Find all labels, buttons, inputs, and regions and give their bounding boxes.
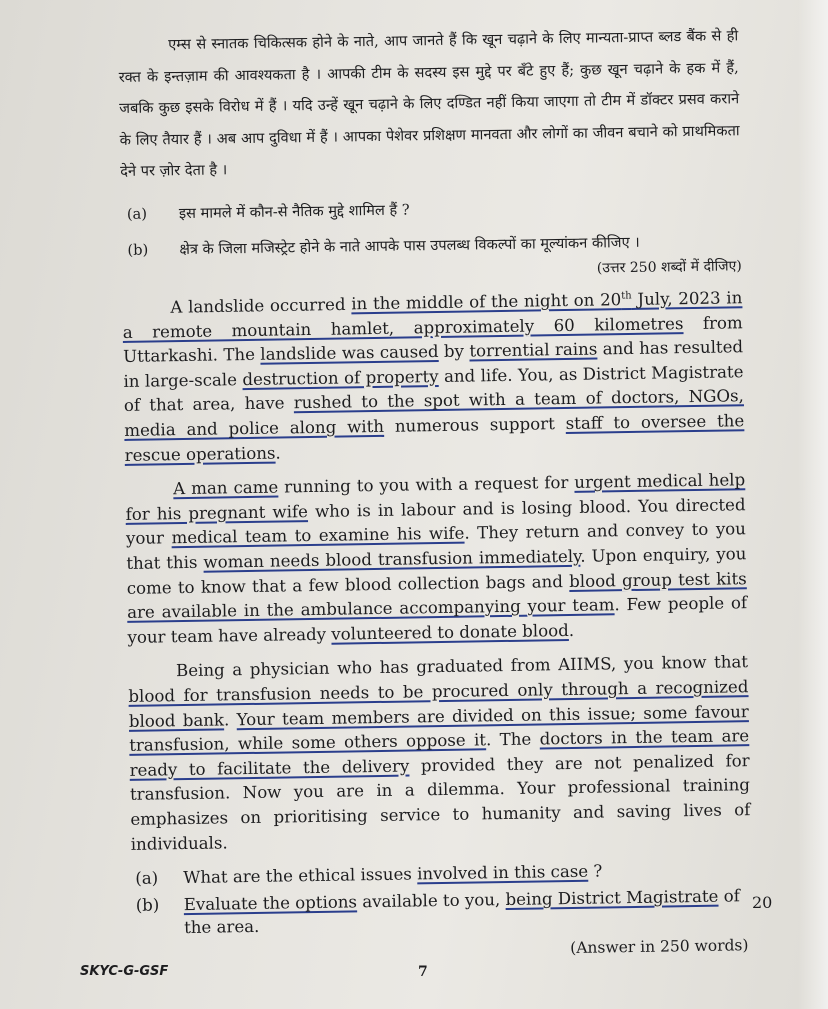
text-span: provided they are not penalized for transfusion. Now you are in a dilemma. Your professional training emphasizes on prioritising service to humanity and saving lives of individuals. xyxy=(129,750,751,854)
underline-11: blood group test kits are available in the ambulance accompanying your team xyxy=(127,568,747,623)
english-question-b xyxy=(132,884,753,940)
english-paragraph-1 xyxy=(122,283,745,468)
underline-6: staff to oversee the rescue operations xyxy=(124,411,745,465)
underline-14: Your team members are divided on this issue; some favour transfusion, while some others oppose it xyxy=(129,701,749,756)
underline-8: urgent medical help for his pregnant wife xyxy=(125,470,746,524)
english-question-b-text xyxy=(184,884,753,939)
text-span: ? xyxy=(587,861,603,881)
underline-10: woman needs blood transfusion immediately xyxy=(203,546,581,572)
question-content xyxy=(118,20,753,964)
page-number: 7 xyxy=(418,964,428,980)
underline-9: medical team to examine his wife xyxy=(171,523,465,548)
english-question-a-text xyxy=(183,857,751,889)
hindi-paragraph: एम्स से स्नातक चिकित्सक होने के नाते, आप जानते हैं कि खून चढ़ाने के लिए मान्यता-प्राप्त ब्लड बैंक से ही रक्त के इन्तज़ाम की आवश्यकता है । आपकी टीम के सदस्य इस मुद्दे पर बँटे हुए हैं; कुछ खून चढ़ाने के हक में हैं, जबकि कुछ इसके विरोध में हैं । यदि उन्हें खून चढ़ाने के लिए दण्डित नहीं किया जाएगा तो टीम में डॉक्टर प्रसव कराने के लिए तैयार हैं । अब आप दुविधा में हैं । आपका पेशेवर प्रशिक्षण मानवता और लोगों का जीवन बचाने को प्राथमिकता देने पर ज़ोर देता है । xyxy=(118,27,740,180)
hindi-question-a-text: इस मामले में कौन-से नैतिक मुद्दे शामिल हैं ? xyxy=(178,200,410,222)
text-span: . xyxy=(568,620,575,640)
hindi-answer-note: (उत्तर 250 शब्दों में दीजिए) xyxy=(596,257,742,277)
text-span: . Upon enquiry, you come to know that a few blood collection bags and xyxy=(126,544,747,598)
text-span: and has resulted in large-scale xyxy=(123,337,744,391)
english-question-b-label: (b) xyxy=(135,895,160,915)
underline-16: involved in this case xyxy=(416,861,589,884)
hindi-question-a-label: (a) xyxy=(126,205,148,223)
text-span: of the area. xyxy=(183,886,740,938)
underline-15: doctors in the team are ready to facilitate the delivery xyxy=(129,726,750,780)
text-span: July, 2023 in a remote mountain hamlet, approximately 60 kilometres xyxy=(122,288,743,342)
text-span: . Few people of your team have already xyxy=(127,593,748,647)
underline-12: volunteered to donate blood xyxy=(331,620,569,644)
underline-18: being District Magistrate xyxy=(505,886,719,910)
text-span: Being a physician who has graduated from AIIMS, you know that xyxy=(175,652,749,681)
text-span: in the middle of the night on 20 xyxy=(351,290,622,314)
underline-4: destruction of property xyxy=(242,366,439,389)
text-span: numerous support xyxy=(383,414,566,436)
paper-edge-shadow xyxy=(798,0,828,1009)
text-span: . The xyxy=(485,729,540,750)
hindi-question-b-label: (b) xyxy=(127,241,149,259)
text-span: . They return and convey to you that this xyxy=(126,519,747,573)
ordinal-suffix: th xyxy=(621,290,632,302)
text-span: What are the ethical issues xyxy=(183,864,418,888)
text-span: available to you, xyxy=(356,890,506,912)
text-span: from Uttarkashi. The xyxy=(122,312,743,367)
text-span: by xyxy=(438,341,470,362)
text-span: running to you with a request for xyxy=(278,473,575,497)
english-paragraph-2 xyxy=(125,468,748,650)
text-span: . xyxy=(275,443,281,463)
hindi-question-b-text: क्षेत्र के जिला मजिस्ट्रेट होने के नाते आपके पास उपलब्ध विकल्पों का मूल्यांकन कीजिए । xyxy=(179,233,640,258)
underline-7: A man came xyxy=(173,477,279,499)
underline-5: rushed to the spot with a team of doctors, NGOs, media and police along with xyxy=(124,386,744,440)
paper-code: SKYC-G-GSF xyxy=(80,964,169,979)
text-span: and life. You, as District Magistrate of that area, have xyxy=(123,362,744,416)
question-marks: 20 xyxy=(752,893,773,912)
english-question-a-label: (a) xyxy=(135,868,159,888)
english-answer-note: (Answer in 250 words) xyxy=(570,936,749,958)
english-paragraph-3 xyxy=(128,651,751,857)
underline-2: landslide was caused xyxy=(260,342,439,365)
text-span: . xyxy=(223,709,237,729)
text-span: who is in labour and is losing blood. You directed your xyxy=(125,494,746,549)
underline-17: Evaluate the options xyxy=(183,892,358,915)
text-span: A landslide occurred xyxy=(170,294,352,317)
underline-3: torrential rains xyxy=(469,339,598,361)
underline-13: blood for transfusion needs to be procured only through a recognized blood bank xyxy=(128,677,749,731)
